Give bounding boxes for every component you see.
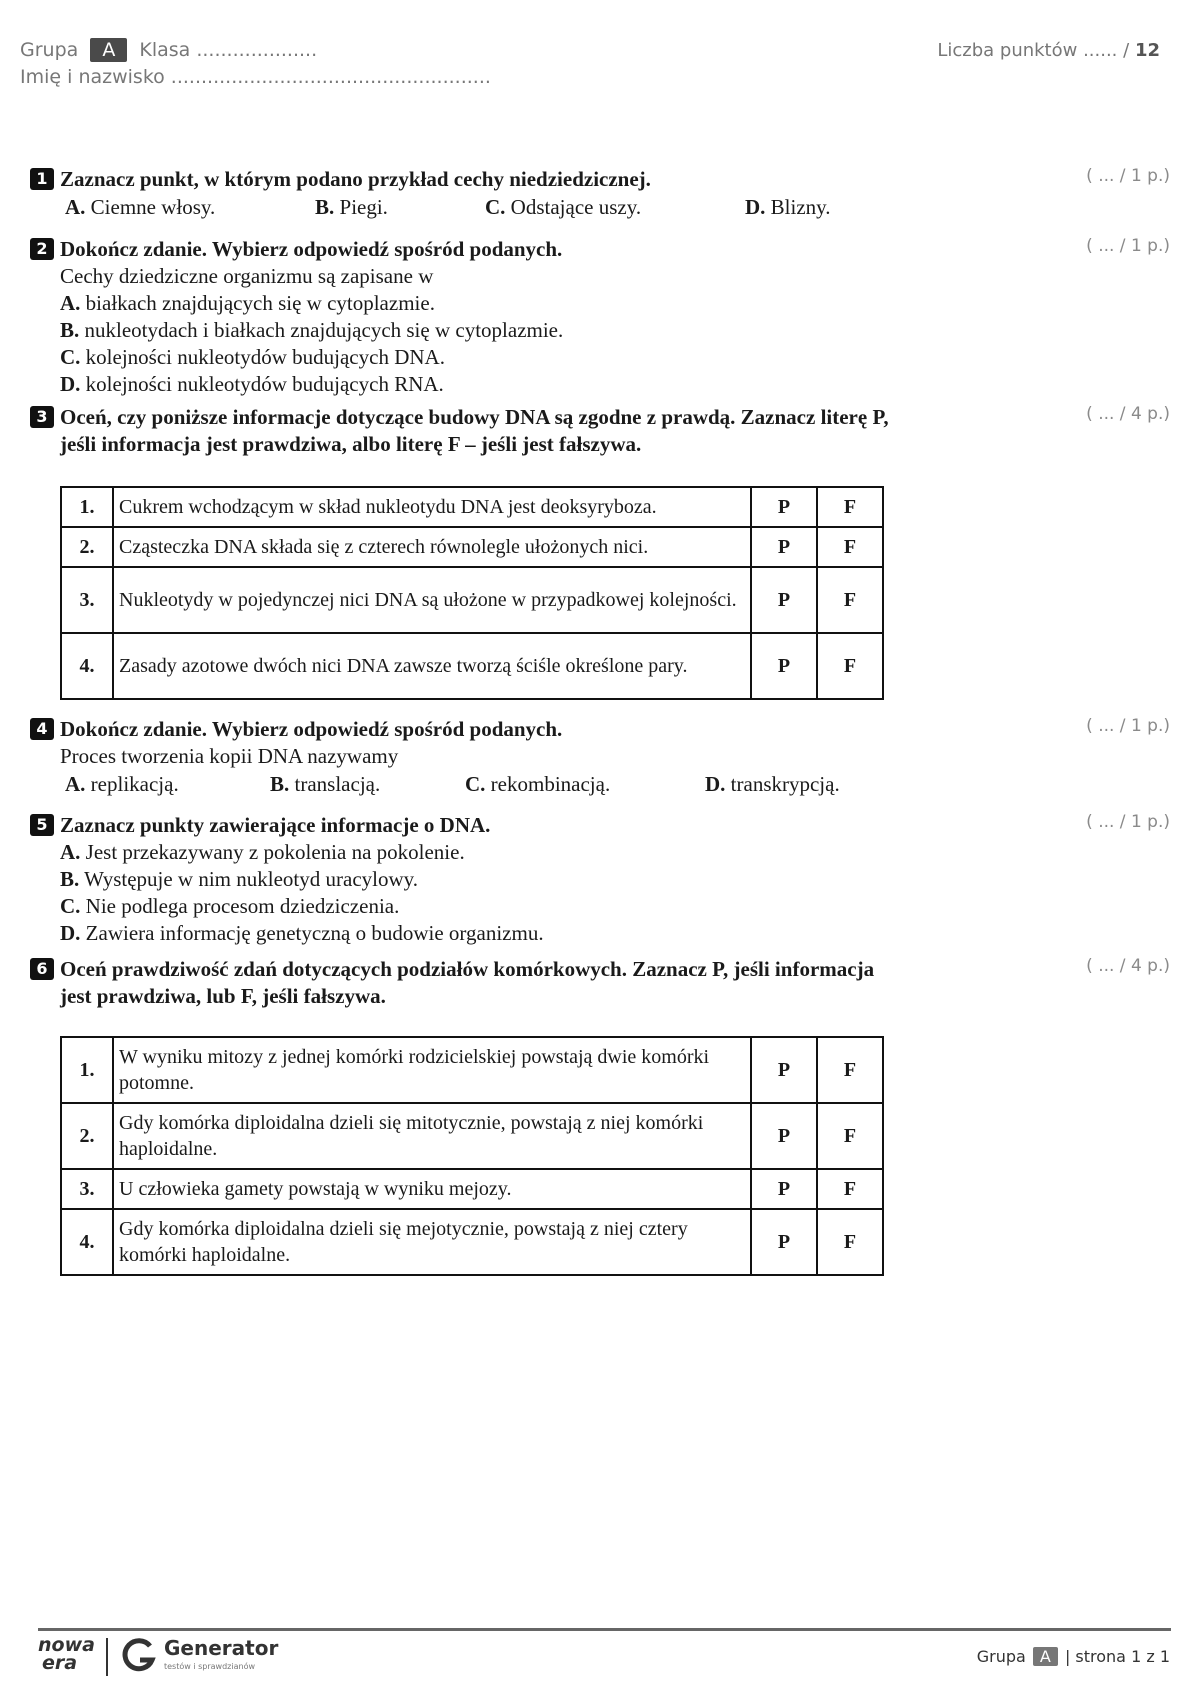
task-number: 6 [30, 958, 54, 980]
statement: Cząsteczka DNA składa się z czterech równolegle ułożonych nici. [113, 527, 751, 567]
option-b[interactable]: B. Piegi. [315, 195, 388, 219]
footer-group-label: Grupa [976, 1647, 1026, 1666]
option-b[interactable]: B. Występuje w nim nukleotyd uracylowy. [60, 867, 419, 891]
row-number: 3. [61, 1169, 113, 1209]
table-row [61, 487, 883, 527]
task-points: ( ... / 4 p.) [1086, 956, 1170, 976]
task-points: ( ... / 1 p.) [1086, 166, 1170, 186]
task-points: ( ... / 1 p.) [1086, 812, 1170, 832]
option-c[interactable]: C. rekombinacją. [465, 772, 611, 796]
true-false-table-cell-division [60, 1036, 884, 1276]
statement: Cukrem wchodzącym w skład nukleotydu DNA jest deoksyryboza. [113, 487, 751, 527]
table-row [61, 1209, 883, 1275]
true-option[interactable]: P [751, 633, 817, 699]
task-points: ( ... / 1 p.) [1086, 236, 1170, 256]
generator-title: Generator [164, 1636, 279, 1660]
true-option[interactable]: P [751, 527, 817, 567]
task-number: 5 [30, 814, 54, 836]
task-stem: Proces tworzenia kopii DNA nazywamy [60, 744, 399, 768]
task-title: Oceń prawdziwość zdań dotyczących podziałów komórkowych. Zaznacz P, jeśli informacja jest prawdziwa, lub F, jeśli fałszywa. [60, 957, 875, 1008]
task-number: 2 [30, 238, 54, 260]
task-2 [30, 236, 1170, 398]
false-option[interactable]: F [817, 567, 883, 633]
option-d[interactable]: D. kolejności nukleotydów budujących RNA. [60, 372, 444, 396]
row-number: 2. [61, 527, 113, 567]
option-a[interactable]: A. Ciemne włosy. [65, 195, 216, 219]
false-option[interactable]: F [817, 1103, 883, 1169]
task-4 [30, 716, 1170, 798]
task-title: Dokończ zdanie. Wybierz odpowiedź spośród podanych. [60, 717, 563, 741]
table-row [61, 1037, 883, 1103]
header-group-line [20, 38, 317, 62]
option-d[interactable]: D. Zawiera informację genetyczną o budowie organizmu. [60, 921, 544, 945]
task-3 [30, 404, 1170, 458]
options-row [65, 770, 1170, 798]
table-row [61, 1103, 883, 1169]
task-title: Oceń, czy poniższe informacje dotyczące budowy DNA są zgodne z prawdą. Zaznacz literę P, jeśli informacja jest prawdziwa, albo literę F – jeśli jest fałszywa. [60, 405, 889, 456]
statement: Zasady azotowe dwóch nici DNA zawsze tworzą ściśle określone pary. [113, 633, 751, 699]
option-b[interactable]: B. translacją. [270, 772, 381, 796]
true-option[interactable]: P [751, 1037, 817, 1103]
task-title: Zaznacz punkty zawierające informacje o DNA. [60, 813, 491, 837]
row-number: 4. [61, 1209, 113, 1275]
generator-logo [120, 1636, 279, 1681]
task-5 [30, 812, 1170, 947]
logo-line-1: nowa [38, 1634, 95, 1656]
task-number: 3 [30, 406, 54, 428]
false-option[interactable]: F [817, 1209, 883, 1275]
logo-line-2: era [42, 1652, 78, 1674]
false-option[interactable]: F [817, 1037, 883, 1103]
option-a[interactable]: A. białkach znajdujących się w cytoplazmie. [60, 291, 435, 315]
true-option[interactable]: P [751, 487, 817, 527]
task-1 [30, 166, 1170, 221]
footer-page-info [977, 1647, 1170, 1666]
option-b[interactable]: B. nukleotydach i białkach znajdujących się w cytoplazmie. [60, 318, 564, 342]
page-number: | strona 1 z 1 [1064, 1647, 1170, 1666]
nowa-era-logo [38, 1636, 95, 1672]
option-a[interactable]: A. Jest przekazywany z pokolenia na pokolenie. [60, 840, 465, 864]
true-option[interactable]: P [751, 567, 817, 633]
footer-group-badge: A [1033, 1647, 1058, 1666]
logo-separator [106, 1638, 108, 1676]
true-option[interactable]: P [751, 1103, 817, 1169]
task-points: ( ... / 1 p.) [1086, 716, 1170, 736]
statement: Gdy komórka diploidalna dzieli się mejotycznie, powstają z niej cztery komórki haploidalne. [113, 1209, 751, 1275]
option-c[interactable]: C. kolejności nukleotydów budujących DNA. [60, 345, 445, 369]
generator-g-icon [120, 1636, 160, 1676]
points-label: Liczba punktów ...... / [937, 40, 1130, 61]
points-max: 12 [1134, 40, 1160, 61]
option-d[interactable]: D. Blizny. [745, 195, 831, 219]
option-c[interactable]: C. Nie podlega procesom dziedziczenia. [60, 894, 400, 918]
generator-subtitle: testów i sprawdzianów [164, 1662, 255, 1671]
false-option[interactable]: F [817, 1169, 883, 1209]
false-option[interactable]: F [817, 527, 883, 567]
statement: Nukleotydy w pojedynczej nici DNA są ułożone w przypadkowej kolejności. [113, 567, 751, 633]
task-number: 4 [30, 718, 54, 740]
row-number: 3. [61, 567, 113, 633]
points-total [937, 40, 1160, 61]
option-a[interactable]: A. replikacją. [65, 772, 179, 796]
statement: U człowieka gamety powstają w wyniku mejozy. [113, 1169, 751, 1209]
statement: Gdy komórka diploidalna dzieli się mitotycznie, powstają z niej komórki haploidalne. [113, 1103, 751, 1169]
table-row [61, 567, 883, 633]
table-row [61, 1169, 883, 1209]
row-number: 4. [61, 633, 113, 699]
footer-divider [38, 1628, 1171, 1631]
true-option[interactable]: P [751, 1209, 817, 1275]
name-line [20, 66, 491, 88]
group-label: Grupa [20, 39, 79, 61]
group-badge: A [90, 38, 127, 62]
option-d[interactable]: D. transkrypcją. [705, 772, 840, 796]
row-number: 1. [61, 487, 113, 527]
task-title: Zaznacz punkt, w którym podano przykład cechy niedziedzicznej. [60, 167, 651, 191]
task-title: Dokończ zdanie. Wybierz odpowiedź spośród podanych. [60, 237, 563, 261]
false-option[interactable]: F [817, 487, 883, 527]
class-label: Klasa .................... [139, 39, 318, 61]
option-c[interactable]: C. Odstające uszy. [485, 195, 642, 219]
task-number: 1 [30, 168, 54, 190]
row-number: 2. [61, 1103, 113, 1169]
name-label: Imię i nazwisko ..................................................... [20, 66, 491, 88]
false-option[interactable]: F [817, 633, 883, 699]
row-number: 1. [61, 1037, 113, 1103]
options-row [65, 193, 1170, 221]
table-row [61, 527, 883, 567]
true-false-table-dna [60, 486, 884, 700]
true-option[interactable]: P [751, 1169, 817, 1209]
task-6 [30, 956, 1170, 1010]
statement: W wyniku mitozy z jednej komórki rodzicielskiej powstają dwie komórki potomne. [113, 1037, 751, 1103]
task-points: ( ... / 4 p.) [1086, 404, 1170, 424]
table-row [61, 633, 883, 699]
task-stem: Cechy dziedziczne organizmu są zapisane w [60, 264, 434, 288]
